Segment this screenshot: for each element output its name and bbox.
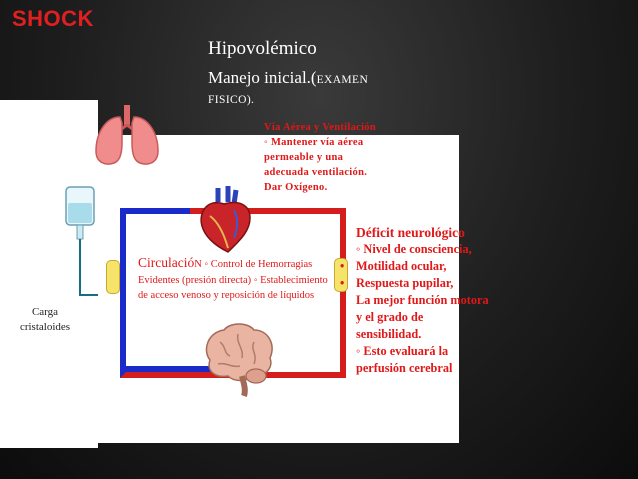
subtitle-main: Manejo inicial.( <box>208 68 317 87</box>
fluids-label <box>2 305 88 335</box>
neuro-item-text: ◦ Esto evaluará la perfusión cerebral <box>356 344 453 375</box>
bullet-icon: • <box>340 225 345 240</box>
brain-icon <box>198 320 278 398</box>
airway-line: Vía Aérea y Ventilación <box>264 122 376 133</box>
slide-subtitle <box>208 68 368 88</box>
bullet-icon: • <box>340 259 345 273</box>
fluids-line: Carga <box>31 306 59 318</box>
neuro-item-text: Respuesta pupilar, <box>356 276 454 290</box>
circulation-text <box>138 255 328 304</box>
slide-title: Hipovolémico <box>208 38 317 59</box>
bullet-icon: • <box>340 242 345 256</box>
loop-venous-top <box>120 208 190 214</box>
subtitle-small: EXAMEN <box>316 74 369 86</box>
neuro-item-text: Motilidad ocular, <box>356 259 447 273</box>
bullet-icon: • <box>340 344 345 358</box>
heart-icon <box>194 182 256 254</box>
iv-bag-icon <box>60 185 100 365</box>
slide-brand-label: SHOCK <box>12 6 94 31</box>
airway-line: permeable y una <box>264 152 344 163</box>
list-item <box>340 343 490 377</box>
neuro-item-text: La mejor función motora y el grado de sensibilidad. <box>356 293 489 341</box>
circulation-title: Circulació <box>138 255 195 270</box>
left-capsule-icon <box>106 260 120 294</box>
neuro-item-text: ◦ Nivel de consciencia, <box>356 242 472 256</box>
airway-text <box>264 120 404 195</box>
list-item <box>340 275 490 292</box>
slide-subtitle-line2: FISICO). <box>208 94 255 106</box>
neuro-list <box>340 224 490 377</box>
list-item <box>340 258 490 275</box>
airway-line: ◦ Mantener vía aérea <box>264 137 364 148</box>
list-item <box>340 224 490 241</box>
neuro-item-text: Déficit neurológico <box>356 225 465 240</box>
circulation-title-cap: N <box>194 259 202 270</box>
fluids-line: cristaloides <box>19 321 71 333</box>
lungs-icon <box>92 103 162 169</box>
bullet-icon: • <box>340 276 345 290</box>
bullet-icon: • <box>340 293 345 307</box>
airway-line: Dar Oxígeno. <box>264 182 328 193</box>
list-item <box>340 292 490 343</box>
circulation-body: ◦ Control de Hemorragias Evidentes (presión directa) ◦ Establecimiento de acceso venoso y reposición de líquidos <box>138 259 328 301</box>
airway-line: adecuada ventilación. <box>264 167 368 178</box>
list-item <box>340 241 490 258</box>
